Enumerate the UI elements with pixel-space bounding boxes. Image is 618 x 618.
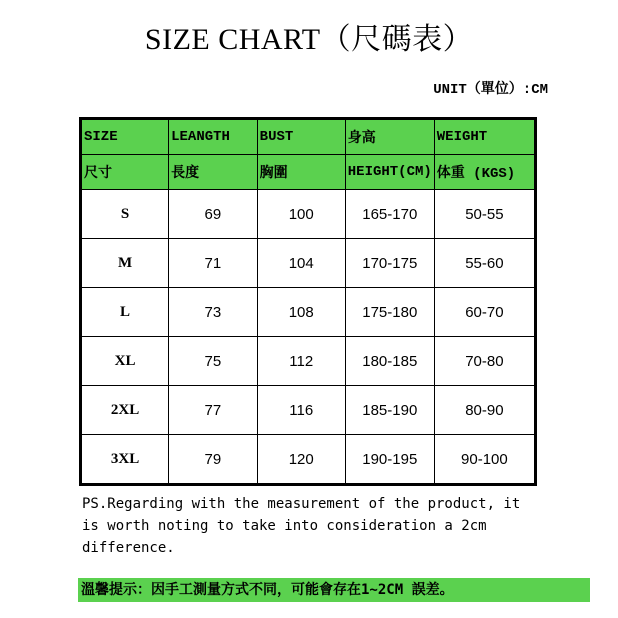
bust-cell: 120	[257, 435, 345, 485]
header-height-cn: 身高	[345, 119, 434, 155]
size-cell: M	[81, 239, 169, 288]
table-row	[81, 386, 536, 435]
size-cell: XL	[81, 337, 169, 386]
length-cell: 75	[169, 337, 258, 386]
header-row-en	[81, 119, 536, 155]
size-cell: 3XL	[81, 435, 169, 485]
header-size-cn: 尺寸	[81, 155, 169, 190]
header-weight: WEIGHT	[434, 119, 535, 155]
unit-label: UNIT（單位）:CM	[433, 82, 548, 98]
size-chart-table	[79, 117, 537, 486]
header-height-en: HEIGHT(CM)	[345, 155, 434, 190]
height-cell: 165-170	[345, 190, 434, 239]
header-bust-cn: 胸圍	[257, 155, 345, 190]
measurement-note: PS.Regarding with the measurement of the product, it is worth noting to take into consideration a 2cm difference.	[82, 496, 521, 556]
height-cell: 175-180	[345, 288, 434, 337]
table-row	[81, 337, 536, 386]
weight-cell: 80-90	[434, 386, 535, 435]
weight-cell: 70-80	[434, 337, 535, 386]
size-cell: 2XL	[81, 386, 169, 435]
height-cell: 170-175	[345, 239, 434, 288]
page-title: SIZE CHART（尺碼表）	[144, 23, 474, 56]
length-cell: 79	[169, 435, 258, 485]
weight-cell: 50-55	[434, 190, 535, 239]
weight-cell: 90-100	[434, 435, 535, 485]
bust-cell: 112	[257, 337, 345, 386]
bust-cell: 116	[257, 386, 345, 435]
length-cell: 69	[169, 190, 258, 239]
height-cell: 180-185	[345, 337, 434, 386]
header-length-cn: 長度	[169, 155, 258, 190]
weight-cell: 60-70	[434, 288, 535, 337]
height-cell: 190-195	[345, 435, 434, 485]
height-cell: 185-190	[345, 386, 434, 435]
table-row	[81, 239, 536, 288]
table-row	[81, 288, 536, 337]
size-cell: S	[81, 190, 169, 239]
header-weight-cn: 体重 (KGS)	[434, 155, 535, 190]
bust-cell: 104	[257, 239, 345, 288]
header-length: LEANGTH	[169, 119, 258, 155]
length-cell: 73	[169, 288, 258, 337]
header-row-cn	[81, 155, 536, 190]
bust-cell: 100	[257, 190, 345, 239]
bust-cell: 108	[257, 288, 345, 337]
header-bust: BUST	[257, 119, 345, 155]
length-cell: 71	[169, 239, 258, 288]
weight-cell: 55-60	[434, 239, 535, 288]
size-cell: L	[81, 288, 169, 337]
table-row	[81, 435, 536, 485]
warm-tip-banner: 溫馨提示：因手工測量方式不同，可能會存在1~2CM 誤差。	[78, 578, 590, 602]
length-cell: 77	[169, 386, 258, 435]
header-size: SIZE	[81, 119, 169, 155]
table-row	[81, 190, 536, 239]
